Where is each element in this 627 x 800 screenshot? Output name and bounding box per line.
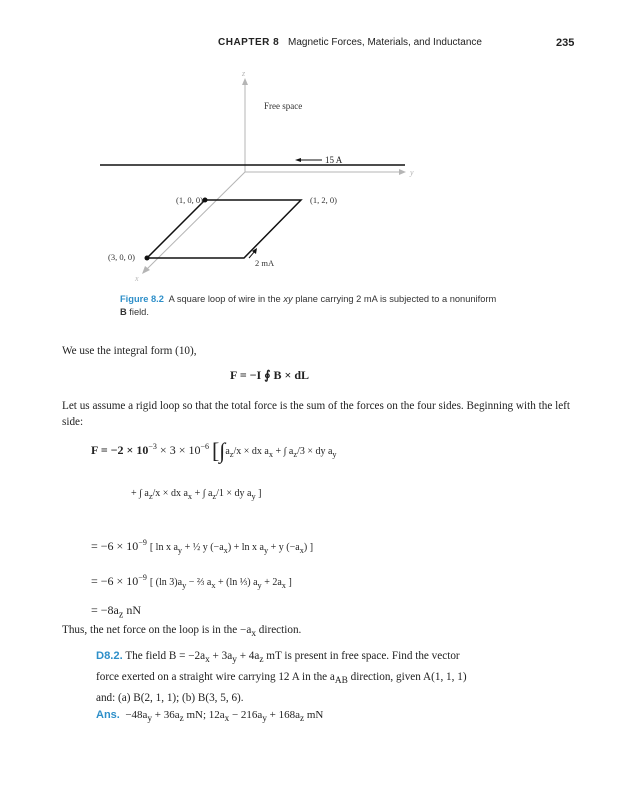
drill-text-5: direction, given A(1, 1, 1) and: (a) B(2, 1, 1); (b) B(3, 5, 6). — [96, 671, 467, 705]
page-number: 235 — [556, 37, 575, 49]
loop-current-label: 2 mA — [255, 258, 275, 268]
final-sub: z — [118, 609, 124, 621]
drill-sub-y: y — [232, 655, 237, 666]
conclusion-text — [62, 622, 582, 642]
ans-sub-5: z — [299, 713, 305, 724]
equation-line-1 — [91, 438, 337, 464]
drill-text-4: mT is present in free space. Find the vector force exerted on a straight wire carrying 12 A in the a — [96, 650, 460, 684]
drill-sub-z: z — [259, 655, 264, 666]
chapter-title: Magnetic Forces, Materials, and Inductance — [288, 37, 482, 48]
ans-sub-2: z — [179, 713, 184, 724]
ans-2: + 36a — [152, 709, 180, 721]
point-1-0-0-dot — [203, 198, 208, 203]
conclusion-sub: x — [251, 629, 256, 640]
eq3-prefix: = −6 × 10 — [91, 539, 139, 553]
point-3-0-0-dot — [145, 256, 150, 261]
intro-text: We use the integral form (10), — [62, 345, 197, 357]
equation-line-2 — [131, 485, 261, 501]
ans-5: + 168a — [266, 709, 300, 721]
drill-sub-x: x — [205, 655, 210, 666]
eq1-exp-m6: −6 — [200, 441, 209, 451]
eq1-mid: × 3 × 10 — [156, 442, 201, 457]
drill-text-1: The field B = −2a — [122, 650, 206, 662]
answer-label: Ans. — [96, 709, 120, 721]
force-integral-equation: F = −I ∮ B × dL — [230, 368, 310, 382]
eq1-bracket: [∫ — [211, 438, 226, 463]
point-1-0-0-label: (1, 0, 0) — [176, 195, 203, 205]
ans-sub-4: y — [262, 713, 267, 724]
eq3-terms: [ ln x $a_y$ + ½ y $(-a_x) + \ln x$ $a_y + y$ $(-a_x)$ ] — [149, 542, 314, 555]
x-axis-label: x — [135, 274, 139, 283]
drill-text-2: + 3a — [209, 650, 233, 662]
caption-text-1: A square loop of wire in the — [168, 294, 284, 304]
ans-sub-1: y — [147, 713, 153, 724]
eq3-ln-x: ln x — [155, 542, 171, 553]
caption-text-2: plane carrying 2 mA is subjected to a nonuniform — [292, 294, 497, 304]
z-axis-label: z — [242, 70, 246, 78]
y-axis-arrow — [399, 169, 406, 175]
conclusion-end: direction. — [255, 624, 302, 636]
final-unit: nN — [123, 603, 141, 617]
equation-final — [91, 603, 141, 620]
free-space-label: Free space — [264, 101, 303, 111]
eq4-ln3: (ln 3)a — [155, 577, 183, 588]
wire-loop — [147, 200, 301, 258]
eq1-exp-m3: −3 — [148, 441, 157, 451]
assumption-text: Let us assume a rigid loop so that the total force is the sum of the forces on the four sides. Beginning with the left side: — [62, 400, 570, 428]
page-header — [0, 37, 627, 53]
drill-problem — [96, 648, 476, 707]
ans-1: −48a — [125, 709, 148, 721]
figure-8-2 — [100, 70, 430, 290]
final-value: = −8a — [91, 603, 119, 617]
eq3-exp-m9: −9 — [138, 538, 147, 547]
point-3-0-0-label: (3, 0, 0) — [108, 252, 135, 262]
caption-label: Figure 8.2 — [120, 294, 164, 304]
chapter-label: CHAPTER 8 — [218, 37, 280, 48]
caption-B: B — [120, 307, 127, 317]
eq4-prefix: = −6 × 10 — [91, 574, 139, 588]
current-arrowhead — [295, 158, 301, 162]
drill-sub-ab: AB — [334, 676, 348, 687]
current-label: 15 A — [325, 155, 343, 165]
equation-line-3 — [91, 538, 313, 555]
figure-caption — [120, 293, 500, 319]
eq4-terms: [ (ln $3)a_y$ − ⅔ $a_x + (\ln$ ⅓) $a_y + 2a_x$ ] — [149, 577, 292, 590]
x-axis — [146, 172, 245, 270]
ans-3: mN; 12a — [183, 709, 225, 721]
eq4-two-ax: + 2a — [261, 577, 282, 588]
z-axis-arrow — [242, 78, 248, 85]
ans-6: mN — [304, 709, 324, 721]
ans-sub-3: x — [224, 713, 230, 724]
answer-line — [96, 709, 323, 723]
drill-label: D8.2. — [96, 650, 123, 662]
caption-xy: xy — [283, 294, 293, 304]
point-1-2-0-label: (1, 2, 0) — [310, 195, 337, 205]
equation-line-4 — [91, 573, 292, 590]
eq2-terms: + ∫ $a_z/x$ × dx $a_x$ + ∫ $a_z/1$ × dy $a_y$ ] — [131, 488, 262, 501]
y-axis-label: y — [410, 168, 414, 177]
drill-text-3: + 4a — [236, 650, 260, 662]
ans-4: − 216a — [229, 709, 263, 721]
eq1-prefix: F = −2 × 10 — [91, 442, 149, 457]
conclusion-main: Thus, the net force on the loop is in the −a — [62, 624, 252, 636]
eq1-a-z: $a_z/x$ × dx $a_x$ + ∫ $a_z/3$ × dy $a_y$ — [225, 445, 337, 459]
eq4-exp-m9: −9 — [138, 573, 147, 582]
caption-text-3: field. — [126, 307, 149, 317]
eq3-half-y: y — [202, 542, 208, 553]
eq4-ln13: ln — [229, 577, 238, 588]
